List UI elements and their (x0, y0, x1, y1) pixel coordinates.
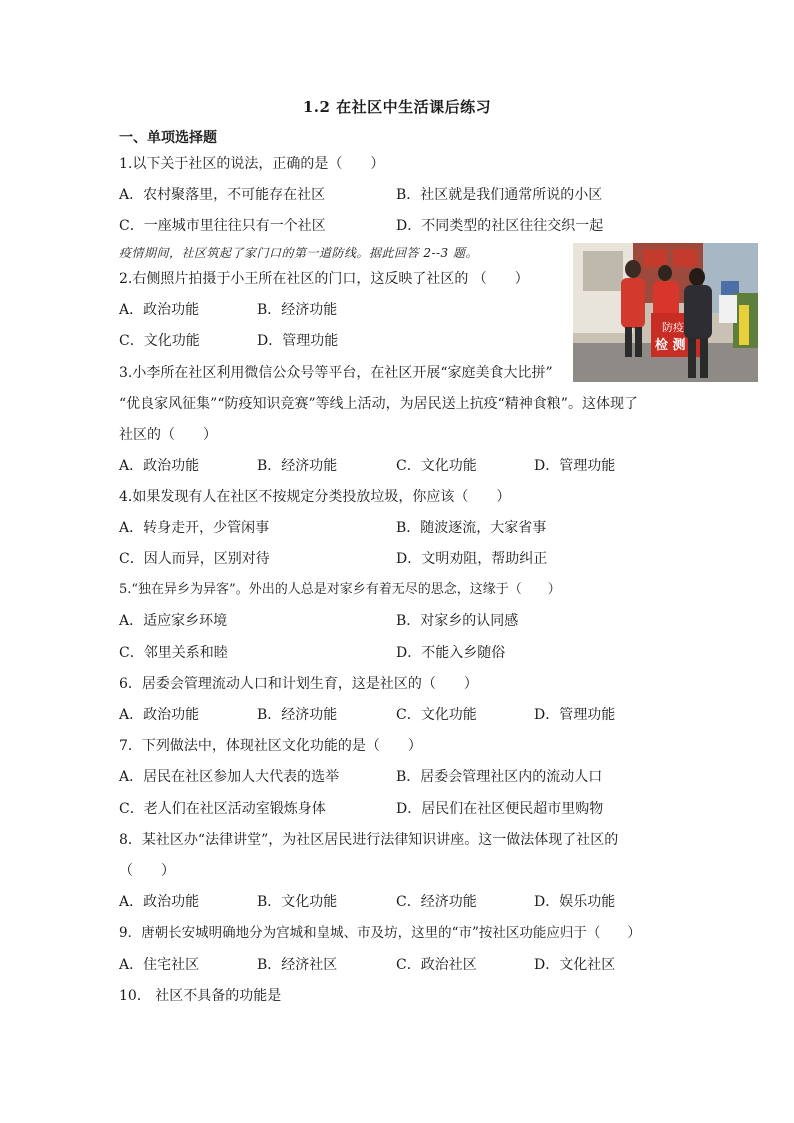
context-note: 疫情期间，社区筑起了家门口的第一道防线。据此回答 2--3 题。 (119, 246, 479, 260)
question-4-option-d: D．文明劝阻，帮助纠正 (396, 551, 548, 567)
question-6-option-d: D．管理功能 (534, 707, 616, 723)
page-title: 1.2 在社区中生活课后练习 (302, 98, 492, 116)
question-3-stem-line-2: “优良家风征集”“防疫知识竞赛”等线上活动，为居民送上抗疫“精神食粮”。这体现了 (119, 396, 638, 412)
question-9-option-a: A．住宅社区 (119, 957, 200, 973)
question-9-option-d: D．文化社区 (534, 957, 616, 973)
question-7-option-a: A．居民在社区参加人大代表的选举 (119, 769, 340, 785)
question-9-option-b: B．经济社区 (257, 957, 338, 973)
photo-sign-text-1: 防疫 (662, 321, 684, 334)
question-1-stem: 1.以下关于社区的说法，正确的是（ ） (119, 156, 385, 172)
question-5-option-d: D．不能入乡随俗 (396, 645, 506, 661)
question-6-option-b: B．经济功能 (257, 707, 338, 723)
question-1-option-a: A．农村聚落里，不可能存在社区 (119, 187, 326, 203)
question-7-option-b: B．居委会管理社区内的流动人口 (396, 769, 603, 785)
photo-sign-text-2: 检 测 (655, 338, 686, 353)
question-2-option-d: D．管理功能 (257, 333, 339, 349)
question-4-option-c: C．因人而异，区别对待 (119, 551, 270, 567)
question-2-option-a: A．政治功能 (119, 302, 200, 318)
question-5-option-c: C．邻里关系和睦 (119, 645, 228, 661)
question-1-option-b: B．社区就是我们通常所说的小区 (396, 187, 603, 203)
question-3-option-d: D．管理功能 (534, 458, 616, 474)
question-9-option-c: C．政治社区 (396, 957, 477, 973)
question-5-option-b: B．对家乡的认同感 (396, 613, 519, 629)
question-7-option-c: C．老人们在社区活动室锻炼身体 (119, 801, 326, 817)
question-6-stem: 6．居委会管理流动人口和计划生育，这是社区的（ ） (119, 676, 478, 692)
question-6-option-c: C．文化功能 (396, 707, 477, 723)
question-6-option-a: A．政治功能 (119, 707, 200, 723)
question-5-option-a: A．适应家乡环境 (119, 613, 228, 629)
question-8-option-b: B．文化功能 (257, 894, 338, 910)
question-7-stem: 7．下列做法中，体现社区文化功能的是（ ） (119, 738, 422, 754)
question-4-option-b: B．随波逐流，大家省事 (396, 520, 547, 536)
question-2-stem: 2.右侧照片拍摄于小王所在社区的门口，这反映了社区的 （ ） (119, 271, 529, 287)
question-3-option-c: C．文化功能 (396, 458, 477, 474)
question-8-option-d: D．娱乐功能 (534, 894, 616, 910)
question-1-option-d: D．不同类型的社区往往交织一起 (396, 218, 604, 234)
question-3-stem-line-3: 社区的（ ） (119, 427, 217, 443)
question-3-option-a: A．政治功能 (119, 458, 200, 474)
question-1-option-c: C．一座城市里往往只有一个社区 (119, 218, 326, 234)
question-5-stem: 5.“独在异乡为异客”。外出的人总是对家乡有着无尽的思念，这缘于（ ） (119, 582, 561, 597)
question-8-option-c: C．经济功能 (396, 894, 477, 910)
question-4-option-a: A．转身走开，少管闲事 (119, 520, 270, 536)
question-8-option-a: A．政治功能 (119, 894, 200, 910)
question-9-stem: 9．唐朝长安城明确地分为宫城和皇城、市及坊，这里的“市”按社区功能应归于（ ） (119, 925, 641, 941)
question-3-option-b: B．经济功能 (257, 458, 338, 474)
question-10-stem: 10． 社区不具备的功能是 (119, 988, 282, 1004)
question-4-stem: 4.如果发现有人在社区不按规定分类投放垃圾，你应该（ ） (119, 489, 511, 505)
community-checkpoint-photo (573, 243, 758, 382)
question-8-stem-line-2: （ ） (119, 863, 175, 879)
question-8-stem-line-1: 8．某社区办“法律讲堂”，为社区居民进行法律知识讲座。这一做法体现了社区的 (119, 832, 619, 848)
question-2-option-b: B．经济功能 (257, 302, 338, 318)
question-3-stem-line-1: 3.小李所在社区利用微信公众号等平台，在社区开展“家庭美食大比拼” (119, 365, 553, 381)
section-heading: 一、单项选择题 (119, 130, 217, 146)
question-7-option-d: D．居民们在社区便民超市里购物 (396, 801, 604, 817)
question-2-option-c: C．文化功能 (119, 333, 200, 349)
